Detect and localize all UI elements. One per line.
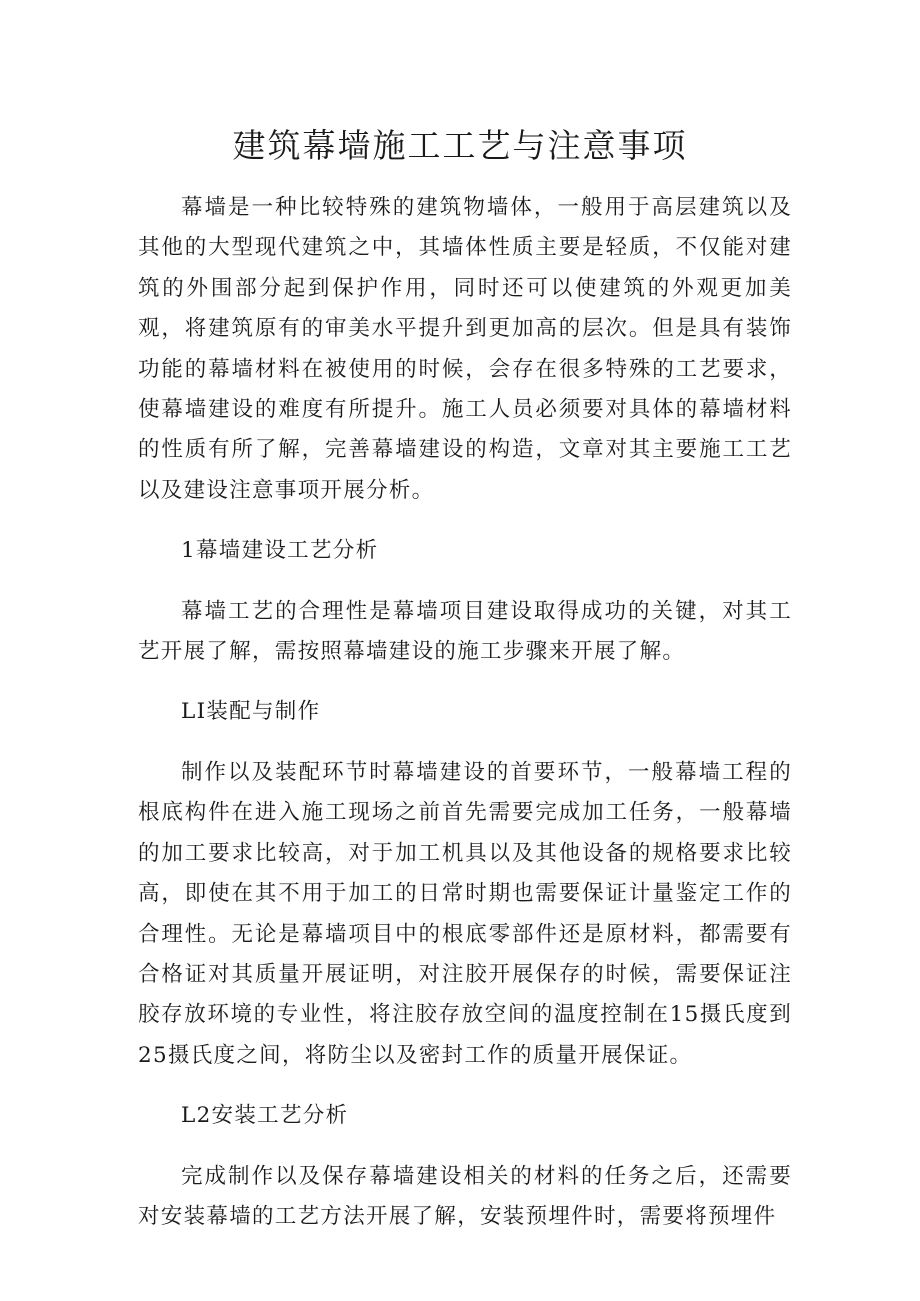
paragraph-gap: [138, 1076, 792, 1096]
paragraph-section-1: 幕墙工艺的合理性是幕墙项目建设取得成功的关键，对其工艺开展了解，需按照幕墙建设的施工步骤来开展了解。: [138, 598, 792, 665]
paragraph-gap: [138, 1137, 792, 1157]
paragraph-gap: [138, 672, 792, 692]
paragraph-gap: [138, 733, 792, 753]
subsection-heading-1-1: LI装配与制作: [181, 699, 321, 725]
paragraph-gap: [138, 511, 792, 531]
paragraph-intro: 幕墙是一种比较特殊的建筑物墙体，一般用于高层建筑以及其他的大型现代建筑之中，其墙体性质主要是轻质，不仅能对建筑的外围部分起到保护作用，同时还可以使建筑的外观更加美观，将建筑原有的审美水平提升到更加高的层次。但是具有装饰功能的幕墙材料在被使用的时候，会存在很多特殊的工艺要求，使幕墙建设的难度有所提升。施工人员必须要对具体的幕墙材料的性质有所了解，完善幕墙建设的构造，文章对其主要施工工艺以及建设注意事项开展分析。: [138, 195, 792, 503]
document-title: 建筑幕墙施工工艺与注意事项: [232, 126, 688, 165]
paragraph-installation: 完成制作以及保存幕墙建设相关的材料的任务之后，还需要对安装幕墙的工艺方法开展了解，安装预埋件时，需要将预埋件: [138, 1163, 792, 1229]
section-heading-1: 1幕墙建设工艺分析: [181, 538, 379, 564]
document-body: [138, 188, 792, 1237]
subsection-heading-1-2: L2安装工艺分析: [181, 1103, 349, 1129]
paragraph-assembly: 制作以及装配环节时幕墙建设的首要环节，一般幕墙工程的根底构件在进入施工现场之前首先需要完成加工任务，一般幕墙的加工要求比较高，对于加工机具以及其他设备的规格要求比较高，即使在其不用于加工的日常时期也需要保证计量鉴定工作的合理性。无论是幕墙项目中的根底零部件还是原材料，都需要有合格证对其质量开展证明，对注胶开展保存的时候，需要保证注胶存放环境的专业性，将注胶存放空间的温度控制在15摄氏度到25摄氏度之间，将防尘以及密封工作的质量开展保证。: [138, 759, 792, 1068]
paragraph-gap: [138, 572, 792, 592]
